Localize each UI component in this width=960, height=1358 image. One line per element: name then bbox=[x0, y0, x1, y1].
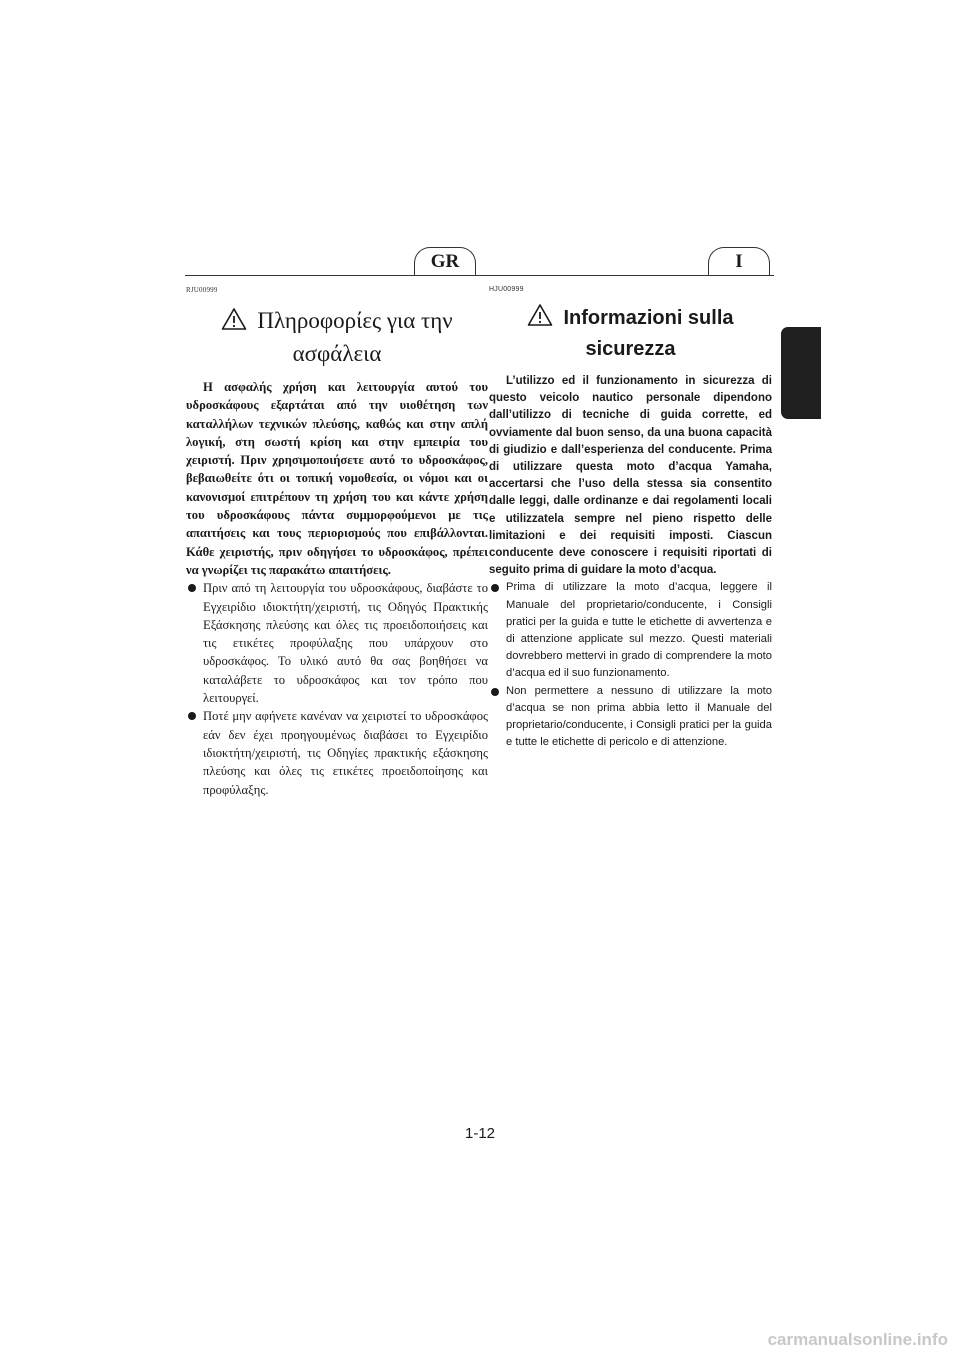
section-title bbox=[186, 304, 488, 370]
warning-triangle-icon bbox=[527, 303, 553, 327]
list-item: Πριν από τη λειτουργία του υδροσκάφους, διαβάστε το Εγχειρίδιο ιδιοκτήτη/χειριστή, τις Οδηγός Πρακτικής Εξάσκησης πλεύσης και όλες τις προειδοποιήσεις και τις ετικέτες προφύλαξης που υπάρχουν στο υδροσκάφος. Το υλικό αυτό θα σας βοηθήσει να καταλάβετε το υδροσκάφος και τον τρόπο που λειτουργεί. bbox=[186, 579, 488, 707]
language-tab-italian: I bbox=[708, 247, 770, 275]
bullet-icon bbox=[188, 712, 196, 720]
list-item: Non permettere a nessuno di utilizzare la moto d’acqua se non prima abbia letto il Manuale del proprietario/conducente, i Consigli pratici per la guida e tutte le etichette di pericolo e di attenzione. bbox=[489, 683, 772, 752]
bullet-icon bbox=[188, 584, 196, 592]
title-line-2: sicurezza bbox=[585, 338, 676, 360]
section-thumb-tab bbox=[781, 327, 821, 419]
title-line-2: ασφάλεια bbox=[292, 341, 382, 366]
bullet-list bbox=[489, 579, 772, 751]
language-tab-greek: GR bbox=[414, 247, 476, 275]
greek-column bbox=[186, 286, 488, 799]
bullet-icon bbox=[491, 688, 499, 696]
page-number: 1-12 bbox=[464, 1125, 496, 1142]
title-line-1: Πληροφορίες για την bbox=[257, 308, 453, 333]
list-item: Prima di utilizzare la moto d’acqua, leggere il Manuale del proprietario/conducente, i Consigli pratici per la guida e tutte le etichette di avvertenza e di attenzione applicate sul mezzo. Questi materiali dovrebbero mettervi in grado di comprendere la moto d’acqua ed il suo funzionamento. bbox=[489, 579, 772, 682]
watermark: carmanualsonline.info bbox=[767, 1330, 948, 1349]
bullet-icon bbox=[491, 584, 499, 592]
section-code: HJU00999 bbox=[489, 286, 524, 293]
warning-triangle-icon bbox=[221, 307, 247, 331]
section-code: RJU00999 bbox=[186, 286, 218, 294]
intro-paragraph: L’utilizzo ed il funzionamento in sicurezza di questo veicolo nautico personale dipendono dall’utilizzo di tecniche di guida corrette, ed ovviamente dal buon senso, da una buona capacità di giudizio e dall’esperienza del conducente. Prima di utilizzare questa moto d’acqua Yamaha, accertarsi che l’uso della stessa sia consentito dalle leggi, dalle ordinanze e dai regolamenti locali e utilizzatela sempre nel pieno rispetto delle limitazioni e dei requisiti imposti. Ciascun conducente deve conoscere i requisiti riportati di seguito prima di guidare la moto d’acqua. bbox=[489, 375, 772, 577]
header-rule bbox=[185, 275, 774, 276]
intro-paragraph: Η ασφαλής χρήση και λειτουργία αυτού του υδροσκάφους εξαρτάται από την υιοθέτηση των καταλλήλων τεχνικών πλεύσης, καθώς και στην απλή λογική, στη σωστή κρίση και στην εμπειρία του χειριστή. Πριν χρησιμοποιήσετε αυτό το υδροσκάφος, βεβαιωθείτε ότι οι τοπική νομοθεσία, οι νόμοι και οι κανονισμοί επιτρέπουν τη χρήση του και κάντε χρήση του υδροσκάφους πάντα συμμορφούμενοι με τις απαιτήσεις και τους περιορισμούς που επιβάλλονται. Κάθε χειριστής, πριν οδηγήσει το υδροσκάφος, πρέπει να γνωρίζει τις παρακάτω απαιτήσεις. bbox=[186, 380, 488, 577]
title-line-1: Informazioni sulla bbox=[563, 307, 734, 329]
list-item: Ποτέ μην αφήνετε κανέναν να χειριστεί το υδροσκάφος εάν δεν έχει προηγουμένως διαβάσει το Εγχειρίδιο ιδιοκτήτη/χειριστή, τις Οδηγίες πρακτικής εξάσκησης πλεύσης και όλες τις ετικέτες προειδοποίησης και προφύλαξης. bbox=[186, 707, 488, 798]
section-title bbox=[489, 303, 772, 365]
bullet-list bbox=[186, 579, 488, 799]
italian-column bbox=[489, 286, 772, 751]
